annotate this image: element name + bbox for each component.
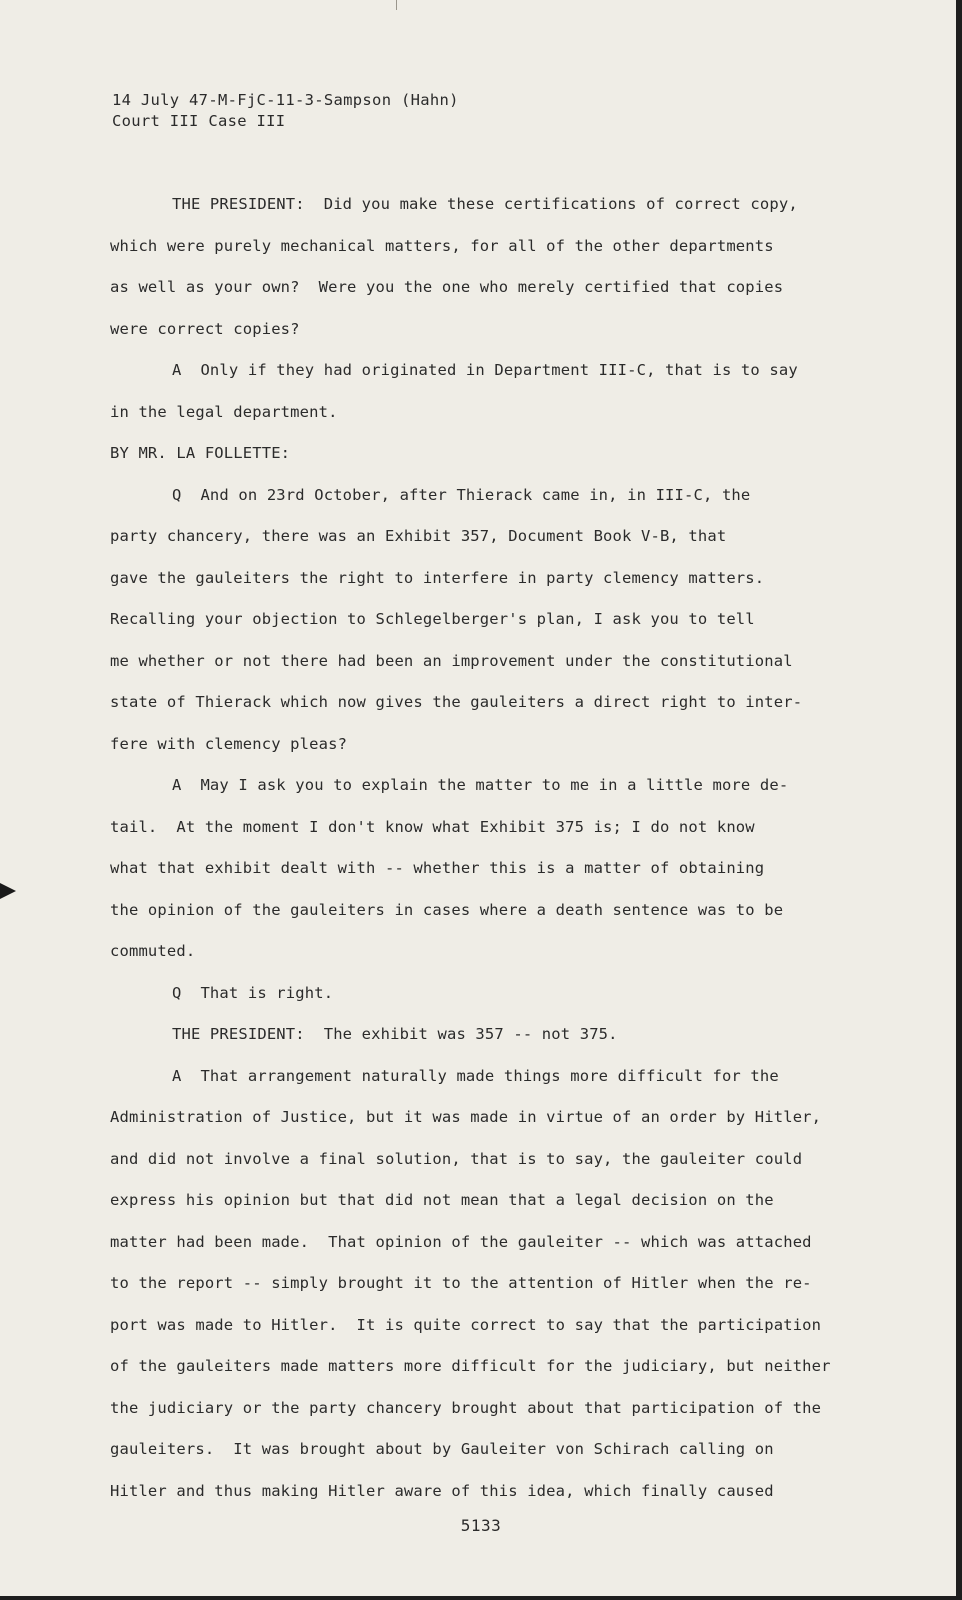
speaker-heading: BY MR. LA FOLLETTE: (110, 444, 291, 462)
transcript-line: and did not involve a final solution, that is to say, the gauleiter could (110, 1149, 803, 1168)
transcript-line: A That arrangement naturally made things more difficult for the (172, 1066, 779, 1085)
transcript-line: Recalling your objection to Schlegelberger's plan, I ask you to tell (110, 610, 755, 628)
transcript-line: matter had been made. That opinion of the gauleiter -- which was attached (110, 1232, 812, 1251)
transcript-line: port was made to Hitler. It is quite correct to say that the participation (110, 1315, 822, 1334)
transcript-line: of the gauleiters made matters more difficult for the judiciary, but neither (110, 1357, 831, 1375)
transcript-line: to the report -- simply brought it to the attention of Hitler when the re- (110, 1274, 812, 1292)
transcript-line: THE PRESIDENT: The exhibit was 357 -- not 375. (172, 1025, 618, 1043)
transcript-line: A May I ask you to explain the matter to me in a little more de- (172, 776, 789, 794)
transcript-line: THE PRESIDENT: Did you make these certifications of correct copy, (172, 195, 798, 213)
transcript-line: Q And on 23rd October, after Thierack came in, in III-C, the (172, 485, 751, 504)
transcript-line: what that exhibit dealt with -- whether this is a matter of obtaining (110, 859, 765, 877)
header-session-line: 14 July 47-M-FjC-11-3-Sampson (Hahn) (112, 91, 459, 109)
document-header (112, 90, 459, 132)
transcript-line: were correct copies? (110, 319, 300, 338)
header-court-line: Court III Case III (112, 112, 286, 130)
transcript-line: express his opinion but that did not mean that a legal decision on the (110, 1191, 774, 1209)
transcript-line: the opinion of the gauleiters in cases where a death sentence was to be (110, 900, 784, 919)
page-number: 5133 (460, 1516, 502, 1535)
transcript-line: Q That is right. (172, 983, 334, 1002)
transcript-line: Administration of Justice, but it was made in virtue of an order by Hitler, (110, 1108, 822, 1126)
transcript-line: gave the gauleiters the right to interfere in party clemency matters. (110, 568, 765, 587)
transcript-line: A Only if they had originated in Department III-C, that is to say (172, 361, 798, 379)
transcript-line: gauleiters. It was brought about by Gauleiter von Schirach calling on (110, 1440, 774, 1458)
transcript-line: party chancery, there was an Exhibit 357, Document Book V-B, that (110, 527, 727, 545)
transcript-line: commuted. (110, 942, 196, 960)
transcript-line: fere with clemency pleas? (110, 734, 348, 753)
transcript-line: in the legal department. (110, 402, 338, 421)
transcript-line: which were purely mechanical matters, for all of the other departments (110, 236, 774, 255)
transcript-line: as well as your own? Were you the one who merely certified that copies (110, 278, 784, 296)
binding-punch-mark (0, 883, 16, 899)
transcript-line: Hitler and thus making Hitler aware of this idea, which finally caused (110, 1481, 774, 1500)
transcript-line: tail. At the moment I don't know what Exhibit 375 is; I do not know (110, 817, 755, 836)
transcript-line: me whether or not there had been an improvement under the constitutional (110, 651, 793, 670)
transcript-body (110, 192, 890, 1520)
paper-mark (396, 0, 397, 10)
transcript-line: state of Thierack which now gives the gauleiters a direct right to inter- (110, 693, 803, 711)
transcript-line: the judiciary or the party chancery brought about that participation of the (110, 1398, 822, 1417)
